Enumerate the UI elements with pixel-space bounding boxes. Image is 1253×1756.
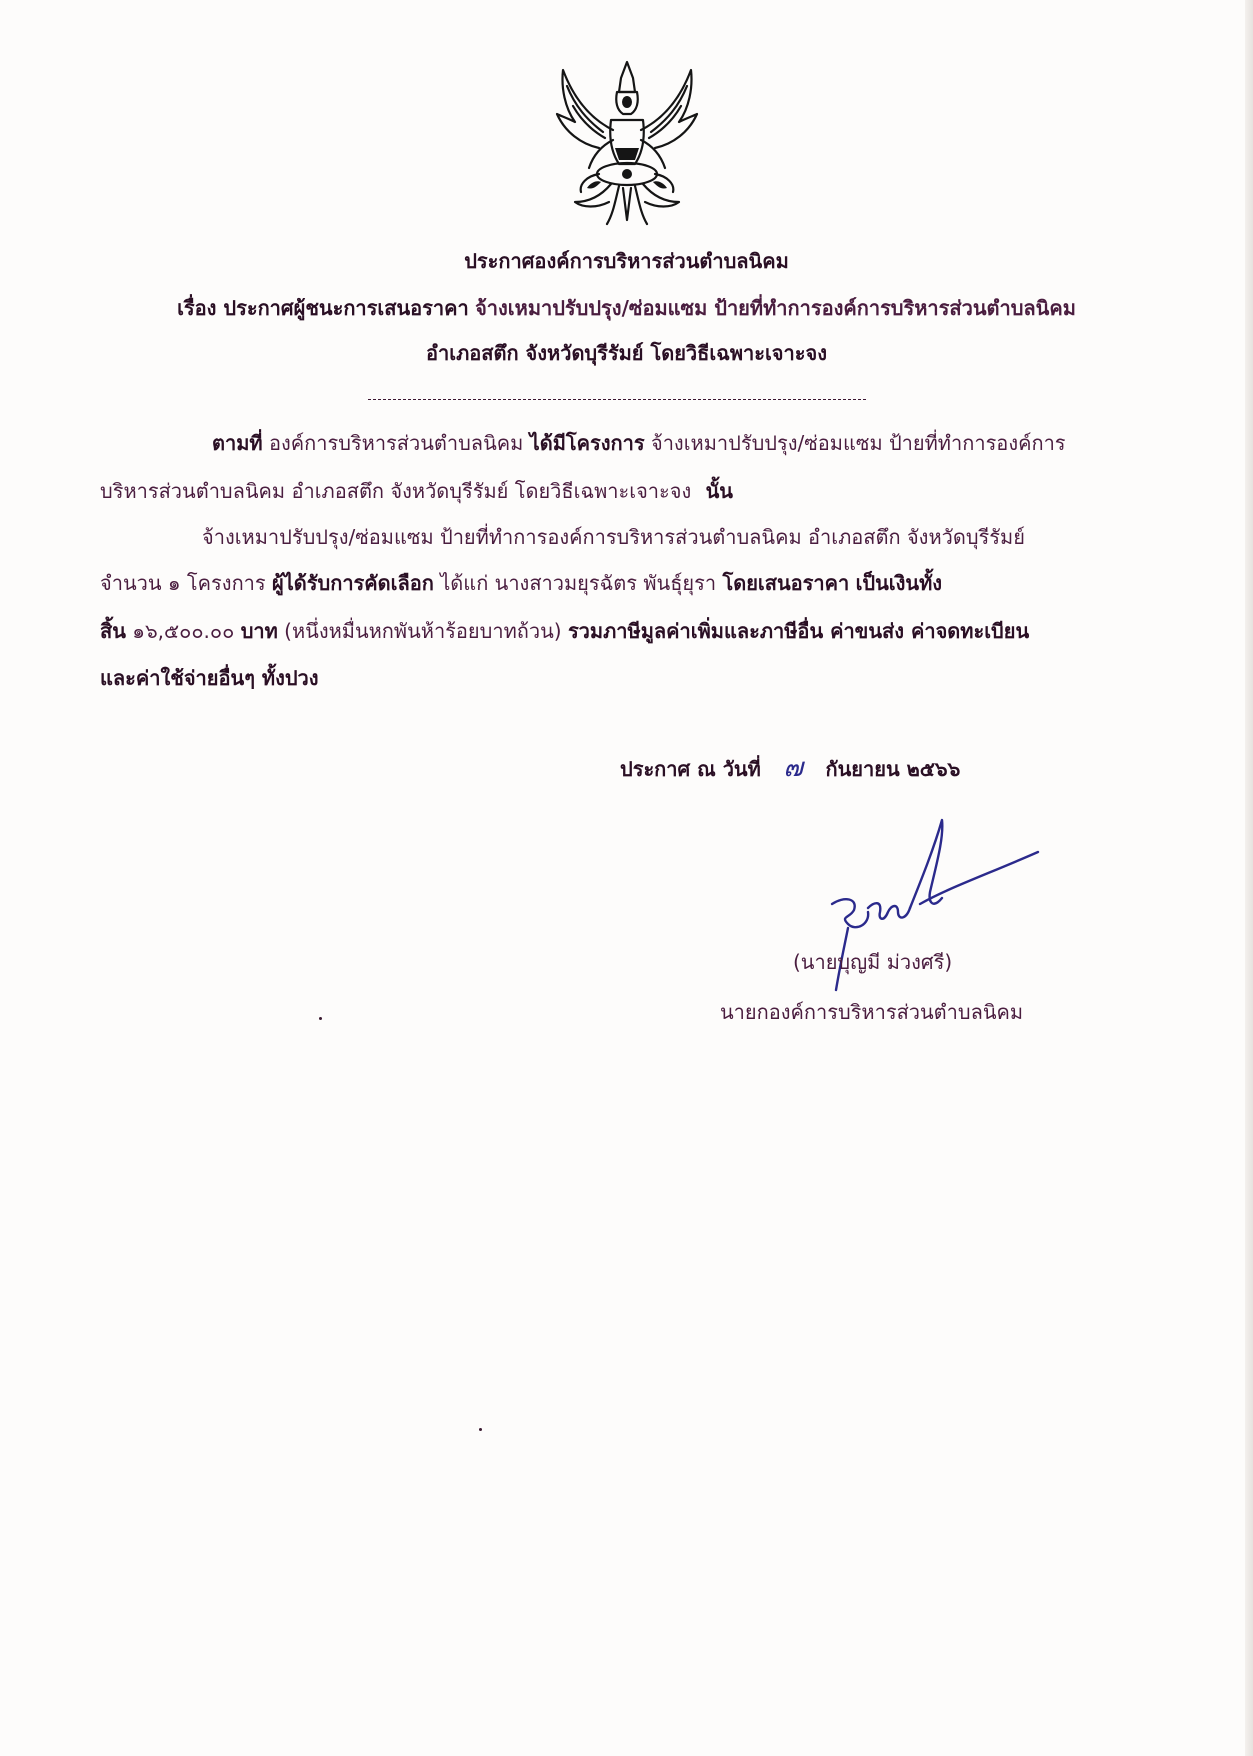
has-project-phrase: ได้มีโครงการ	[529, 431, 645, 455]
paragraph-2-line-3	[100, 617, 1029, 645]
handwritten-day: ๗	[783, 753, 803, 783]
signer-position: นายกองค์การบริหารส่วนตำบลนิคม	[720, 1000, 1024, 1024]
signer-name: (นายบุญมี ม่วงศรี)	[793, 950, 953, 974]
winner-label: ผู้ได้รับการคัดเลือก	[272, 571, 434, 595]
paragraph-1-line-1	[212, 429, 1066, 457]
paragraph-2-line-1: จ้างเหมาปรับปรุง/ซ่อมแซม ป้ายที่ทำการองค์การบริหารส่วนตำบลนิคม อำเภอสตึก จังหวัดบุรีรัมย์	[202, 525, 1025, 549]
intro-word: ตามที่	[212, 431, 263, 455]
signature-scribble	[818, 808, 1048, 1008]
project-name-part-1: จ้างเหมาปรับปรุง/ซ่อมแซม ป้ายที่ทำการองค์การ	[650, 431, 1066, 455]
total-label-end: สิ้น	[100, 619, 126, 643]
project-name-part-2: บริหารส่วนตำบลนิคม อำเภอสตึก จังหวัดบุรีรัมย์ โดยวิธีเฉพาะเจาะจง	[100, 479, 692, 503]
date-month-year: กันยายน ๒๕๖๖	[825, 757, 961, 781]
winner-name: ได้แก่ นางสาวมยุรฉัตร พันธุ์ยุรา	[440, 571, 717, 595]
currency-label: บาท	[240, 619, 278, 643]
announcement-date	[620, 754, 960, 783]
scan-speck	[479, 1428, 482, 1431]
tax-inclusion-note: รวมภาษีมูลค่าเพิ่มและภาษีอื่น ค่าขนส่ง ค่าจดทะเบียน	[567, 619, 1030, 643]
bid-label: โดยเสนอราคา	[722, 571, 850, 595]
scan-speck	[319, 1017, 322, 1020]
total-label: เป็นเงินทั้ง	[855, 571, 943, 595]
subject-label: เรื่อง ประกาศผู้ชนะการเสนอราคา	[177, 296, 469, 320]
project-count: จำนวน ๑ โครงการ	[100, 571, 266, 595]
header-divider	[368, 399, 866, 400]
subject-line-2: อำเภอสตึก จังหวัดบุรีรัมย์ โดยวิธีเฉพาะเจาะจง	[426, 341, 827, 365]
date-label: ประกาศ ณ วันที่	[620, 757, 761, 781]
subject-line-1	[0, 294, 1253, 322]
org-title: ประกาศองค์การบริหารส่วนตำบลนิคม	[464, 249, 789, 273]
bid-amount-words: (หนึ่งหมื่นหกพันห้าร้อยบาทถ้วน)	[284, 619, 562, 643]
agency-name: องค์การบริหารส่วนตำบลนิคม	[268, 431, 524, 455]
subject-text: จ้างเหมาปรับปรุง/ซ่อมแซม ป้ายที่ทำการองค์การบริหารส่วนตำบลนิคม	[475, 296, 1076, 320]
paragraph-2-line-4: และค่าใช้จ่ายอื่นๆ ทั้งปวง	[100, 666, 319, 690]
garuda-emblem-icon	[553, 56, 701, 228]
paragraph-2-line-2	[100, 569, 942, 597]
paragraph-end-word: นั้น	[705, 479, 733, 503]
bid-amount: ๑๖,๕๐๐.๐๐	[132, 619, 235, 643]
paragraph-1-line-2	[100, 477, 733, 505]
